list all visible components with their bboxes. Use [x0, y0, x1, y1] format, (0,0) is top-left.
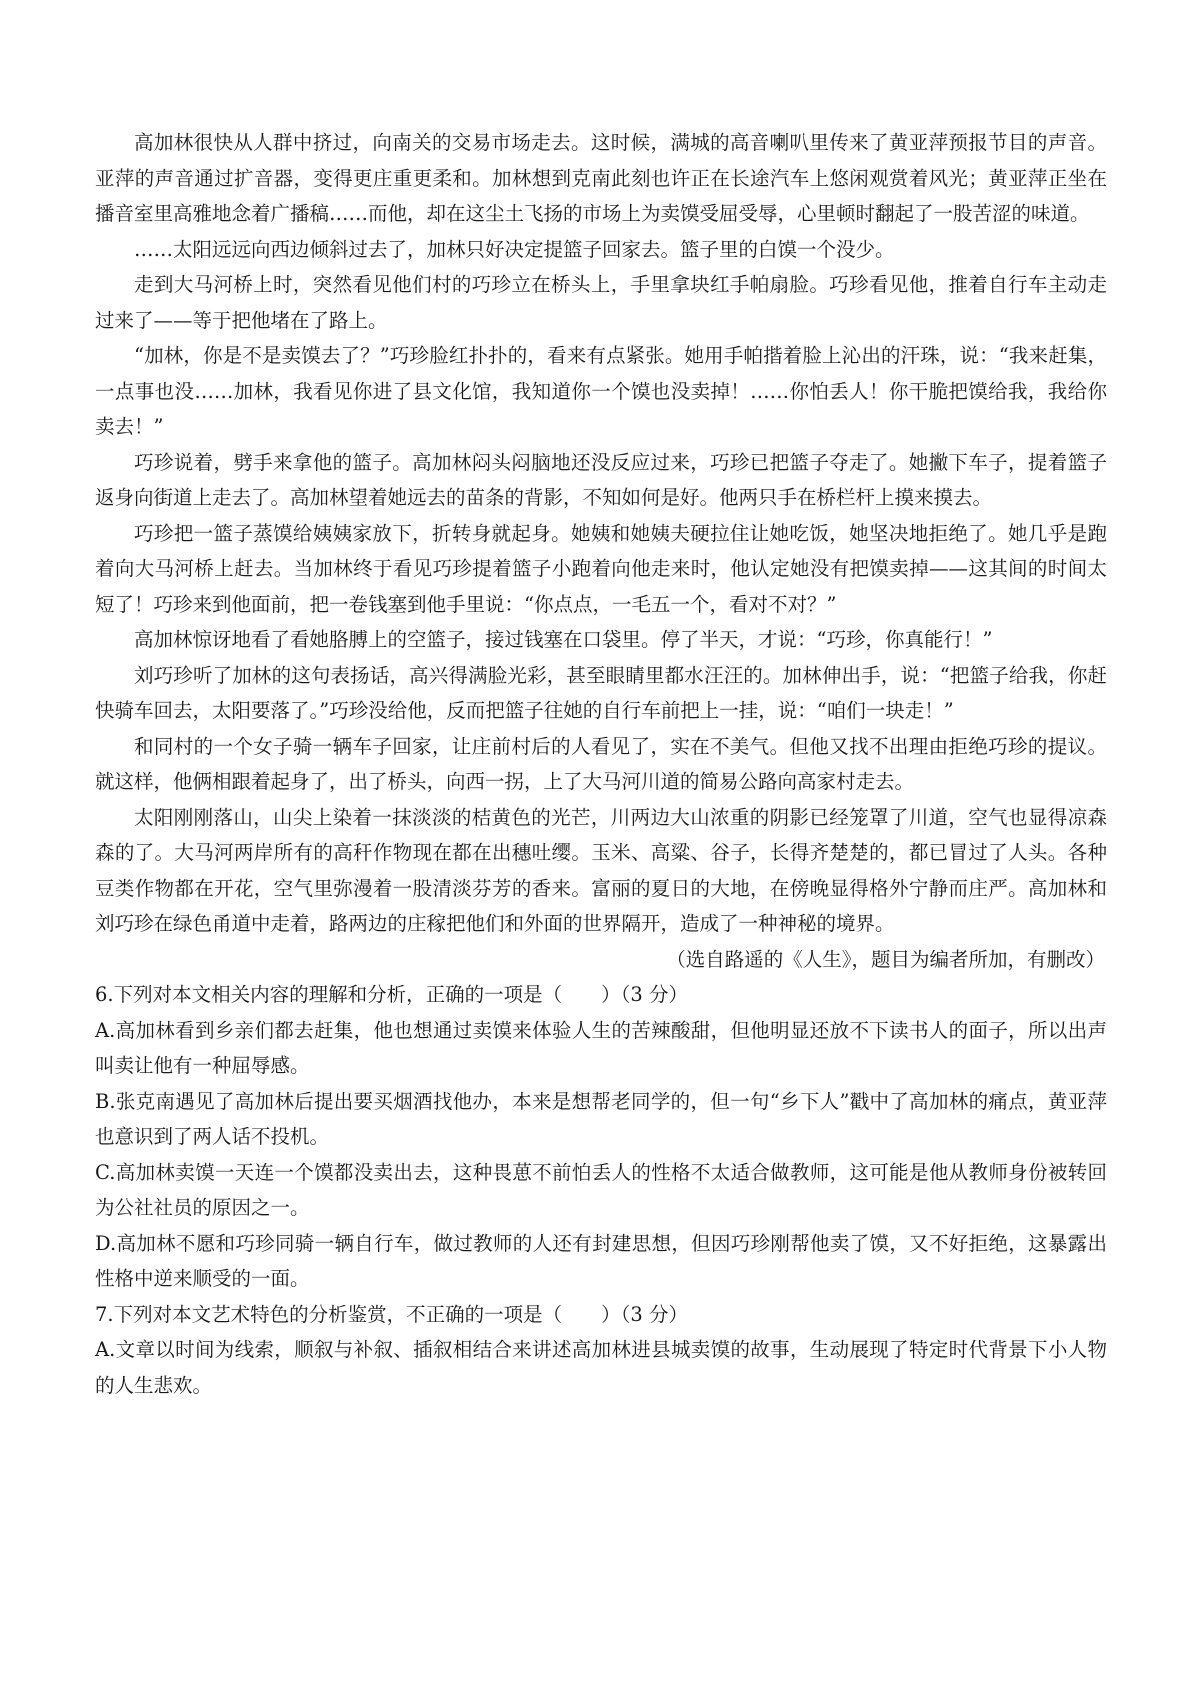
- passage-paragraph-6: 巧珍把一篮子蒸馍给姨姨家放下，折转身就起身。她姨和她姨夫硬拉住让她吃饭，她坚决地拒绝了。她几乎是跑着向大马河桥上赶去。当加林终于看见巧珍提着篮子小跑着向他走来时，他认定她没有把馍卖掉——这其间的时间太短了！巧珍来到他面前，把一卷钱塞到他手里说：“你点点，一毛五一个，看对不对？”: [95, 521, 1107, 616]
- question-6-option-d: D.高加林不愿和巧珍同骑一辆自行车，做过教师的人还有封建思想，但因巧珍刚帮他卖了馍，又不好拒绝，这暴露出性格中逆来顺受的一面。: [95, 1231, 1107, 1290]
- question-7-stem: 7.下列对本文艺术特色的分析鉴赏，不正确的一项是（ ）（3 分）: [95, 1302, 688, 1326]
- question-6-option-c: C.高加林卖馍一天连一个馍都没卖出去，这种畏葸不前怕丢人的性格不太适合做教师，这可能是他从教师身份被转回为公社社员的原因之一。: [95, 1160, 1107, 1219]
- passage-paragraph-8: 刘巧珍听了加林的这句表扬话，高兴得满脸光彩，甚至眼睛里都水汪汪的。加林伸出手，说：“把篮子给我，你赶快骑车回去，太阳要落了。”巧珍没给他，反而把篮子往她的自行车前把上一挂，说：“咱们一块走！”: [95, 663, 1107, 722]
- passage-paragraph-9: 和同村的一个女子骑一辆车子回家，让庄前村后的人看见了，实在不美气。但他又找不出理由拒绝巧珍的提议。就这样，他俩相跟着起身了，出了桥头，向西一拐，上了大马河川道的简易公路向高家村走去。: [95, 734, 1107, 793]
- passage-source: （选自路遥的《人生》，题目为编者所加，有删改）: [666, 947, 1105, 971]
- passage-paragraph-4: “加林，你是不是卖馍去了？”巧珍脸红扑扑的，看来有点紧张。她用手帕揩着脸上沁出的汗珠，说：“我来赶集，一点事也没……加林，我看见你进了县文化馆，我知道你一个馍也没卖掉！……你怕丢人！你干脆把馍给我，我给你卖去！”: [95, 344, 1107, 438]
- passage-paragraph-10: 太阳刚刚落山，山尖上染着一抹淡淡的桔黄色的光芒，川两边大山浓重的阴影已经笼罩了川道，空气也显得凉森森的了。大马河两岸所有的高秆作物现在都在出穗吐缨。玉米、高粱、谷子，长得齐楚楚的，都已冒过了人头。各种豆类作物都在开花，空气里弥漫着一股清淡芬芳的香来。富丽的夏日的大地，在傍晚显得格外宁静而庄严。高加林和刘巧珍在绿色甬道中走着，路两边的庄稼把他们和外面的世界隔开，造成了一种神秘的境界。: [95, 805, 1107, 935]
- document-page: [95, 125, 1107, 1403]
- question-6-stem: 6.下列对本文相关内容的理解和分析，正确的一项是（ ）（3 分）: [95, 983, 688, 1006]
- question-6-option-b: B.张克南遇见了高加林后提出要买烟酒找他办，本来是想帮老同学的，但一句“乡下人”戳中了高加林的痛点，黄亚萍也意识到了两人话不投机。: [95, 1089, 1107, 1148]
- passage-paragraph-2: ……太阳远远向西边倾斜过去了，加林只好决定提篮子回家去。篮子里的白馍一个没少。: [134, 237, 895, 261]
- question-6-option-a: A.高加林看到乡亲们都去赶集，他也想通过卖馍来体验人生的苦辣酸甜，但他明显还放不下读书人的面子，所以出声叫卖让他有一种屈辱感。: [95, 1018, 1107, 1077]
- passage-paragraph-1: 高加林很快从人群中挤过，向南关的交易市场走去。这时候，满城的高音喇叭里传来了黄亚萍预报节目的声音。亚萍的声音通过扩音器，变得更庄重更柔和。加林想到克南此刻也许正在长途汽车上悠闲观赏着风光；黄亚萍正坐在播音室里高雅地念着广播稿……而他，却在这尘土飞扬的市场上为卖馍受屈受辱，心里顿时翻起了一股苦涩的味道。: [95, 131, 1107, 225]
- passage-paragraph-3: 走到大马河桥上时，突然看见他们村的巧珍立在桥头上，手里拿块红手帕扇脸。巧珍看见他，推着自行车主动走过来了——等于把他堵在了路上。: [95, 273, 1107, 332]
- passage-paragraph-5: 巧珍说着，劈手来拿他的篮子。高加林闷头闷脑地还没反应过来，巧珍已把篮子夺走了。她撇下车子，提着篮子返身向街道上走去了。高加林望着她远去的苗条的背影，不知如何是好。他两只手在桥栏杆上摸来摸去。: [95, 450, 1107, 509]
- passage-paragraph-7: 高加林惊讶地看了看她胳膊上的空篮子，接过钱塞在口袋里。停了半天，才说：“巧珍，你真能行！”: [134, 628, 993, 651]
- question-7-option-a: A.文章以时间为线索，顺叙与补叙、插叙相结合来讲述高加林进县城卖馍的故事，生动展现了特定时代背景下小人物的人生悲欢。: [95, 1338, 1107, 1397]
